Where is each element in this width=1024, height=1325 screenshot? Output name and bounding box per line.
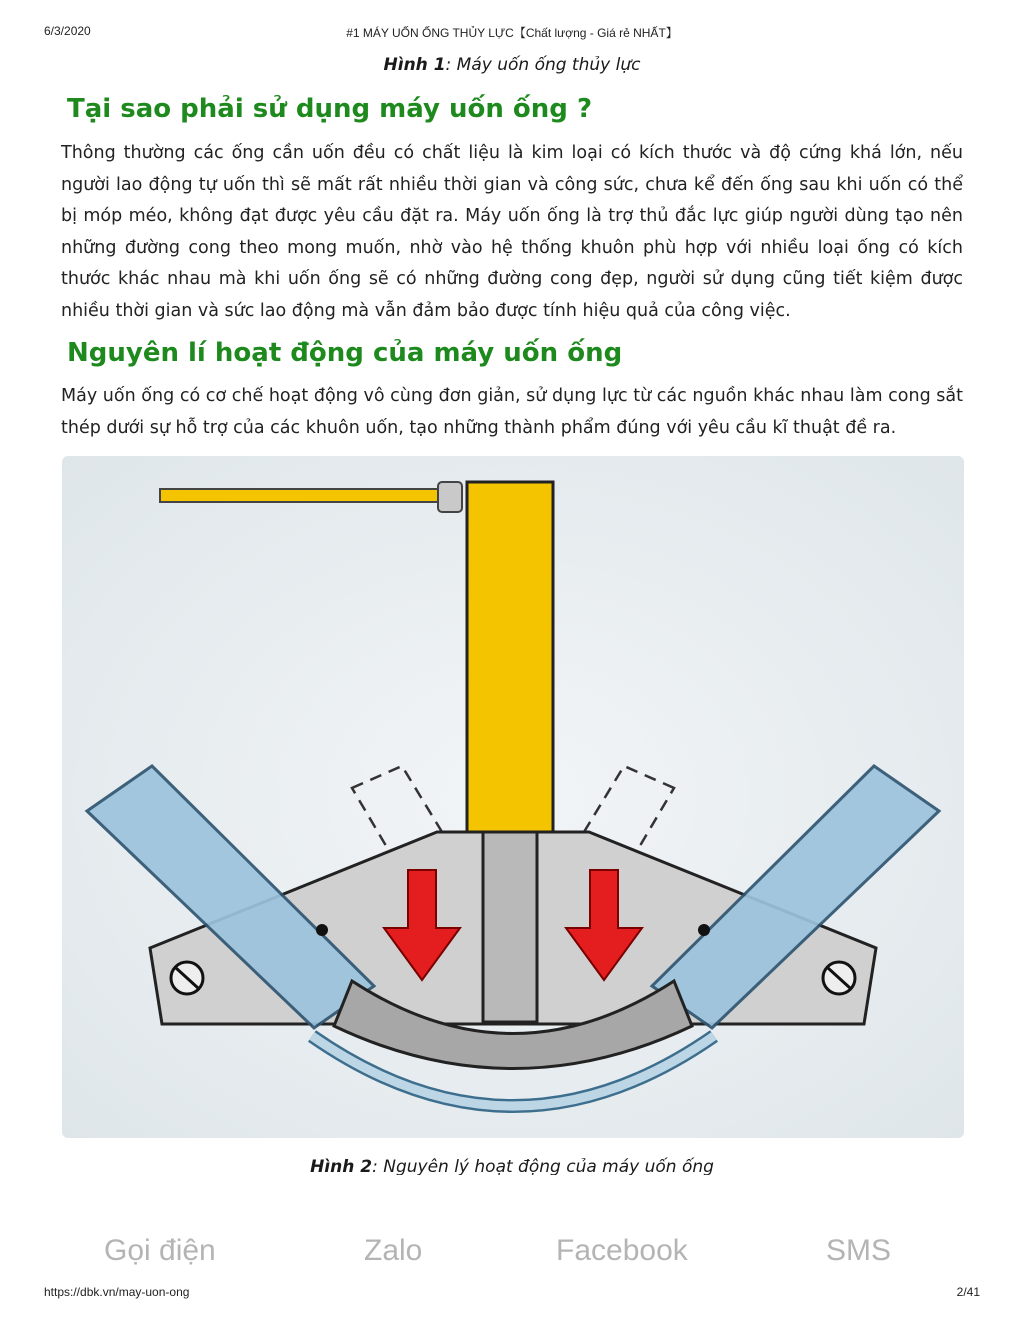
roller-bolt-left — [171, 962, 203, 994]
footer-page-number: 2/41 — [956, 1285, 980, 1299]
pipe-bending-diagram — [62, 456, 964, 1138]
facebook-button[interactable]: Facebook — [556, 1234, 688, 1267]
pivot-dot-right — [698, 924, 710, 936]
section-body-why: Thông thường các ống cần uốn đều có chất liệu là kim loại có kích thước và độ cứng khá lớn, nếu người lao động tự uốn thì sẽ mất rất nhiều thời gian và công sức, chưa kể đến ống sau khi uốn có thể bị móp méo, không đạt được yêu cầu đặt ra. Máy uốn ống là trợ thủ đắc lực giúp người dùng tạo nên những đường cong theo mong muốn, nhờ vào hệ thống khuôn phù hợp với nhiều loại ống có kích thước khác nhau mà khi uốn ống sẽ có những đường cong đẹp, người sử dụng cũng tiết kiệm được nhiều thời gian và sức lao động mà vẫn đảm bảo được tính hiệu quả của công việc. — [61, 143, 963, 321]
footer-url: https://dbk.vn/may-uon-ong — [44, 1285, 190, 1299]
section-heading-principle: Nguyên lí hoạt động của máy uốn ống — [67, 338, 623, 368]
figure1-caption — [0, 55, 1024, 75]
figure2-caption — [0, 1157, 1024, 1175]
print-date: 6/3/2020 — [44, 24, 91, 38]
figure2-caption-text: : Nguyên lý hoạt động của máy uốn ống — [372, 1157, 714, 1175]
pivot-dot-left — [316, 924, 328, 936]
contact-bar — [60, 1234, 904, 1274]
section-heading-why: Tại sao phải sử dụng máy uốn ống ? — [67, 94, 593, 124]
call-button[interactable]: Gọi điện — [104, 1234, 216, 1267]
roller-bolt-right — [823, 962, 855, 994]
print-page-title: #1 MÁY UỐN ỐNG THỦY LỰC【Chất lượng - Giá rẻ NHẤT】 — [346, 26, 678, 40]
section-body-principle: Máy uốn ống có cơ chế hoạt động vô cùng đơn giản, sử dụng lực từ các nguồn khác nhau làm cong sắt thép dưới sự hỗ trợ của các khuôn uốn, tạo những thành phẩm đúng với yêu cầu kĩ thuật đề ra. — [61, 386, 963, 438]
figure1-caption-text: : Máy uốn ống thủy lực — [445, 55, 641, 75]
zalo-button[interactable]: Zalo — [364, 1234, 423, 1267]
figure2-caption-label: Hình 2 — [310, 1157, 373, 1175]
figure1-caption-label: Hình 1 — [383, 55, 446, 75]
sms-button[interactable]: SMS — [826, 1234, 892, 1267]
